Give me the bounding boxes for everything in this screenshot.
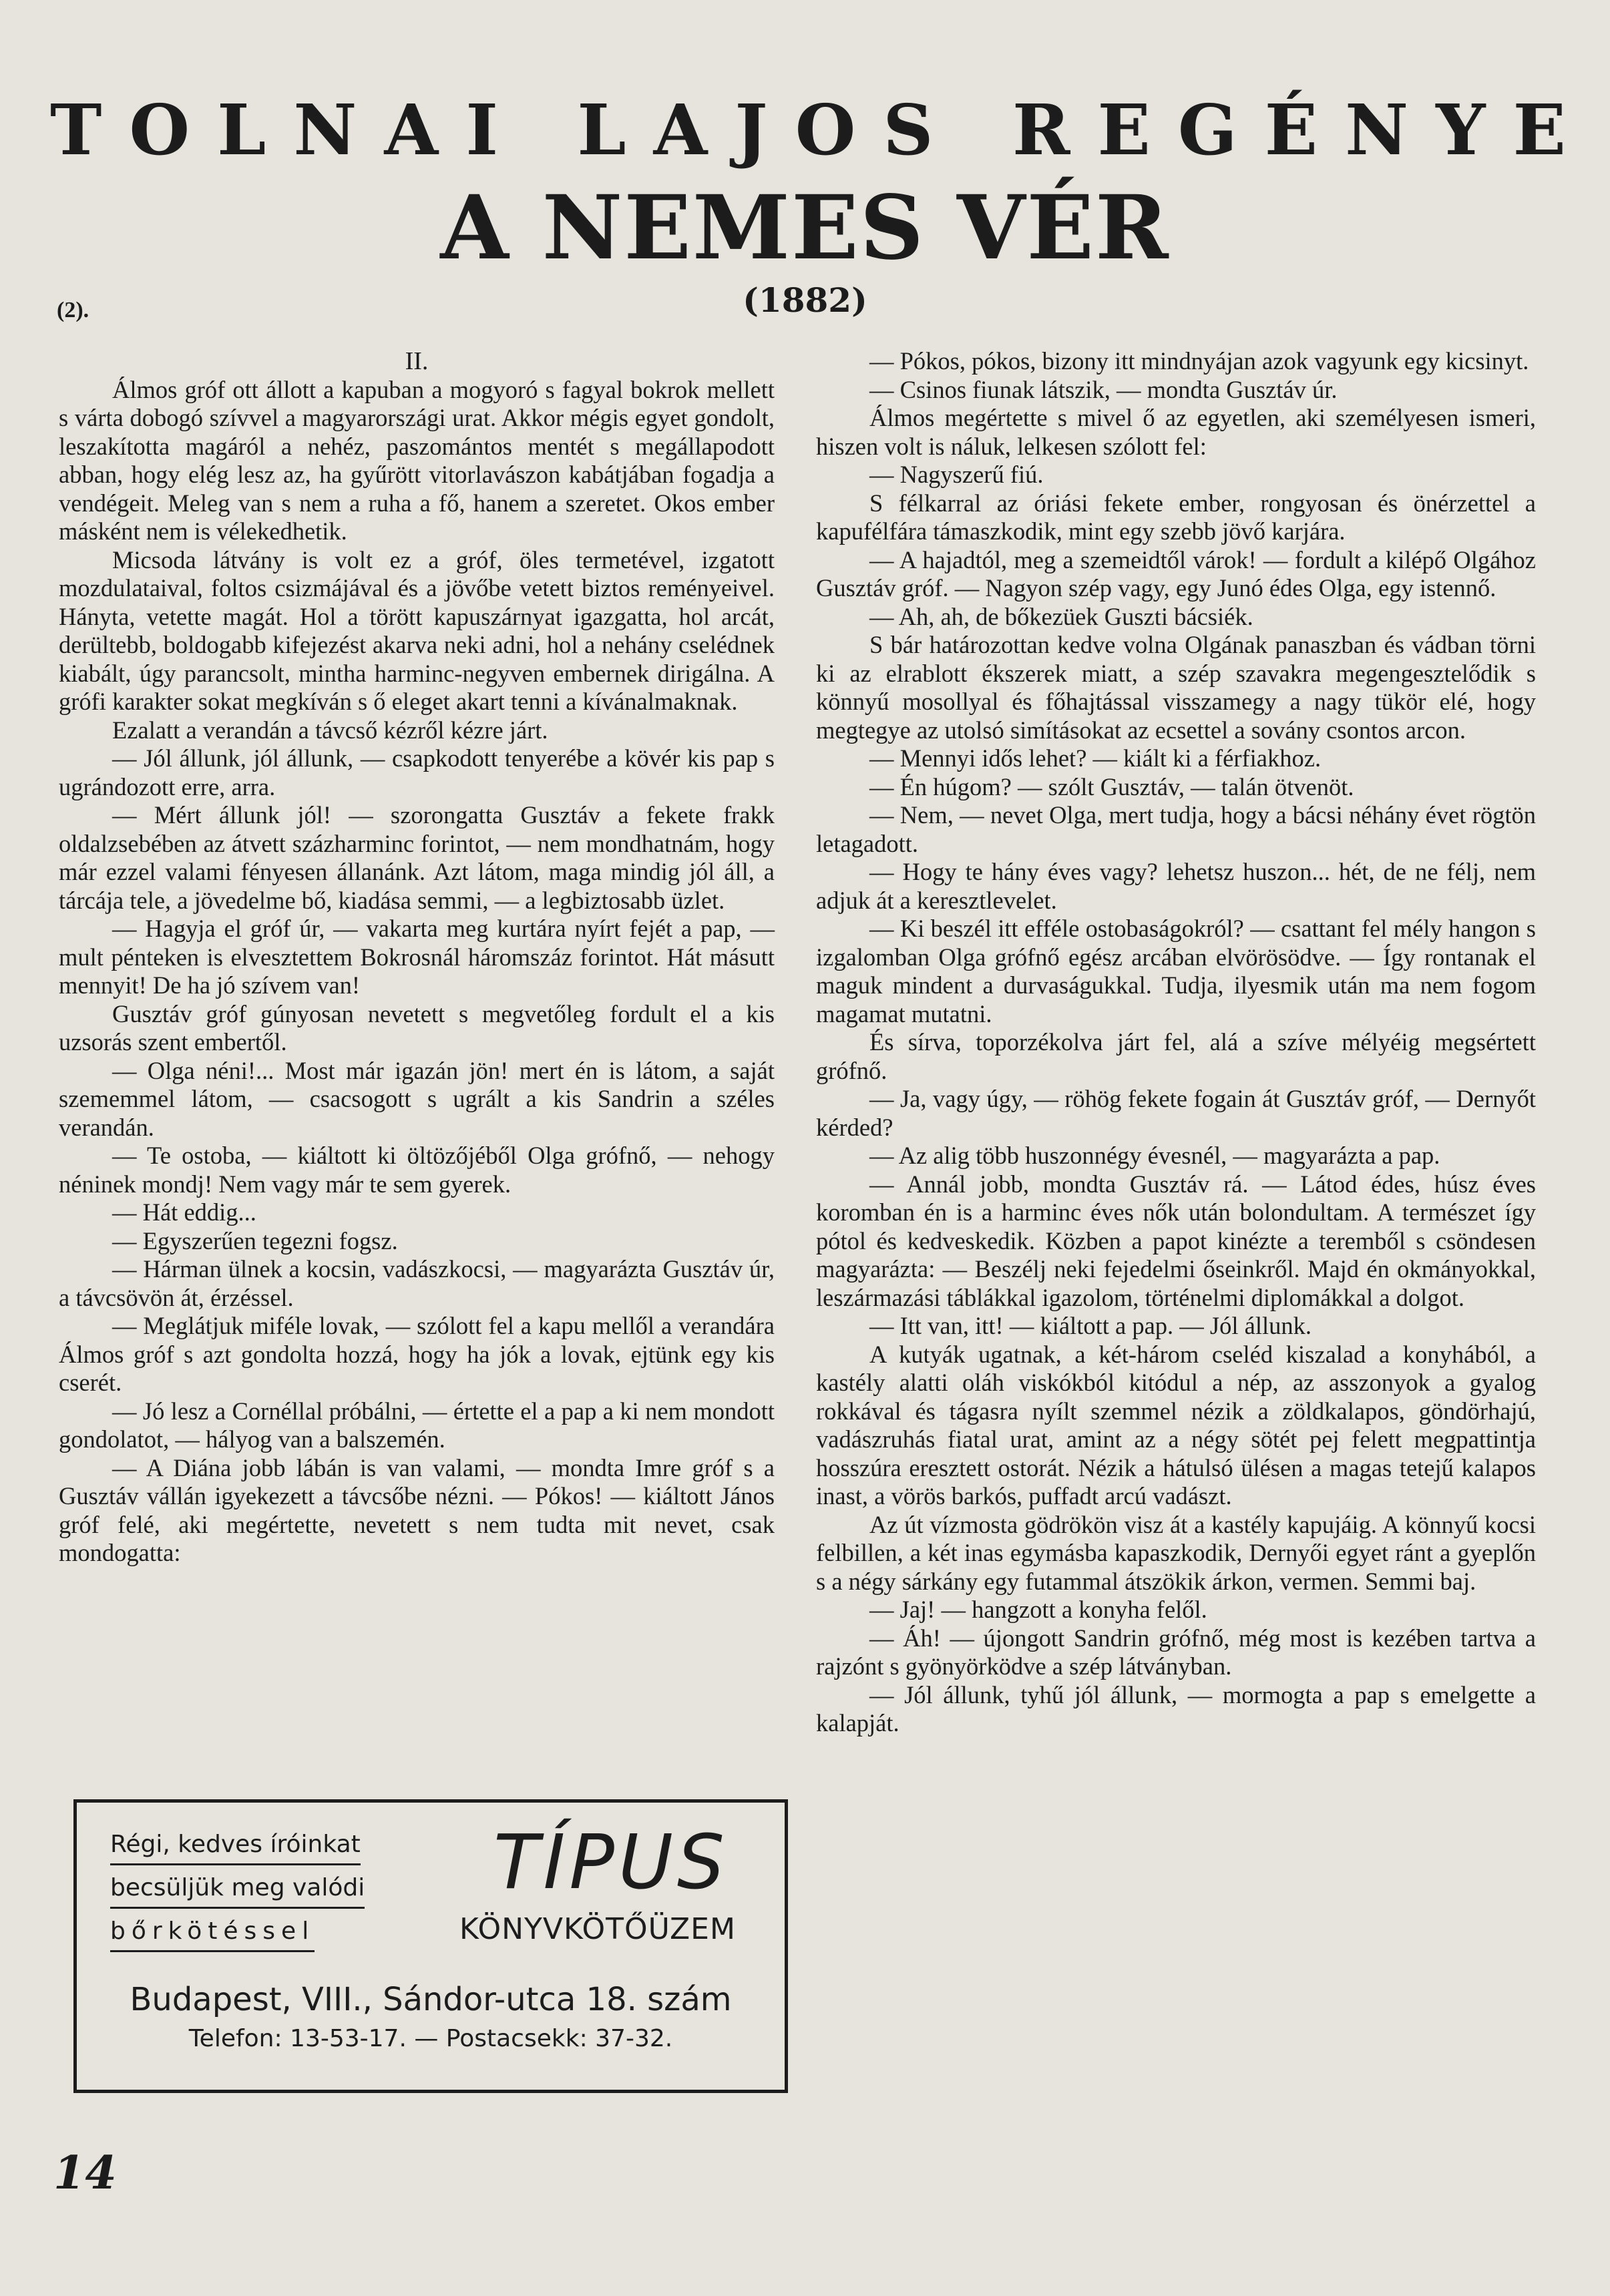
supertitle-letter: E xyxy=(1513,89,1566,171)
paragraph: — Nem, — nevet Olga, mert tudja, hogy a bácsi néhány évet rögtön letagadott. xyxy=(816,801,1536,857)
paragraph: — Pókos, pókos, bizony itt mindnyájan azok vagyunk egy kicsinyt. xyxy=(869,347,1529,375)
supertitle-letter: T xyxy=(50,89,102,171)
supertitle-letter: N xyxy=(293,89,357,171)
paragraph: — Mennyi idős lehet? — kiált ki a férfiakhoz. xyxy=(869,744,1322,772)
paragraph: Álmos gróf ott állott a kapuban a mogyoró s fagyal bokrok mellett s várta dobogó szívvel a magyarországi urat. Akkor mégis egyet gondolt, leszakította magáról a nehéz, paszomántos mentét s megállapodott abban, hogy elég lesz az, ha gyűrött vitorlavászon kabátjában fogadja a vendégeit. Meleg van s nem a ruha a fő, hanem a szeretet. Okos ember másként nem is vélekedhetik. xyxy=(59,375,775,545)
paragraph: — Hogy te hány éves vagy? lehetsz huszon... hét, de ne félj, nem adjuk át a keresztlevelet. xyxy=(816,858,1536,914)
supertitle-letter: L xyxy=(577,89,626,171)
left-column xyxy=(59,347,775,1568)
paragraph: — Ah, ah, de bőkezüek Guszti bácsiék. xyxy=(869,602,1253,630)
ad-address: Budapest, VIII., Sándor-utca 18. szám xyxy=(130,1981,732,2018)
ad-contact: Telefon: 13-53-17. — Postacsekk: 37-32. xyxy=(188,2025,673,2052)
paragraph: — A Diána jobb lábán is van valami, — mondta Imre gróf s a Gusztáv vállán igyekezett a távcsőbe nézni. — Pókos! — kiáltott János gróf felé, aki megértette, nevetett s nem tudta mit nevet, csak mondogatta: xyxy=(59,1453,775,1566)
paragraph: — Nagyszerű fiú. xyxy=(869,461,1044,488)
supertitle-letter: J xyxy=(735,89,768,171)
ad-company-name: KÖNYVKÖTŐÜZEM xyxy=(459,1912,736,1946)
supertitle-gap xyxy=(526,83,550,177)
paragraph: — Csinos fiunak látszik, — mondta Gusztáv úr. xyxy=(869,375,1338,403)
paragraph: — Egyszerűen tegezni fogsz. xyxy=(112,1226,398,1254)
supertitle-letter: A xyxy=(653,89,708,171)
paragraph: Álmos megértette s mivel ő az egyetlen, aki személyesen ismeri, hiszen volt is náluk, lelkesen szólott fel: xyxy=(816,404,1536,460)
paragraph: — Jól állunk, jól állunk, — csapkodott tenyerébe a kövér kis pap s ugrándozott erre, arra. xyxy=(59,744,775,800)
supertitle-letter: O xyxy=(795,89,856,171)
paragraph: — Itt van, itt! — kiáltott a pap. — Jól állunk. xyxy=(869,1312,1312,1339)
right-column xyxy=(816,347,1536,1738)
supertitle-letter: É xyxy=(1264,89,1318,171)
supertitle-letter: G xyxy=(1177,89,1237,171)
ad-slogan-line: bőrkötéssel xyxy=(110,1913,315,1952)
paragraph: — Hárman ülnek a kocsin, vadászkocsi, — magyarázta Gusztáv úr, a távcsövön át, érzéssel. xyxy=(59,1255,775,1311)
paragraph: — Az alig több huszonnégy évesnél, — magyarázta a pap. xyxy=(869,1142,1440,1169)
paragraph: — Te ostoba, — kiáltott ki öltözőjéből Olga grófnő, — nehogy néninek mondj! Nem vagy már te sem gyerek. xyxy=(59,1142,775,1198)
paragraph: És sírva, toporzékolva járt fel, alá a szíve mélyéig megsértett grófnő. xyxy=(816,1028,1536,1084)
chapter-heading: II. xyxy=(405,347,429,375)
paragraph: A kutyák ugatnak, a két-három cseléd kiszalad a konyhából, a kastély alatti oláh viskókból kitódul a nép, az asszonyok a gyalog rokkával és tágasra nyílt szemmel nézik a zöldkalapos, göndörhajú, vadászruhás fiatal urat, amint az a négy sötét pej felett megpattintja hosszúra eresztett ostorát. Nézik a hátulsó ülésen a magas tetejű kalapos inast, a vörös barkós, puffadt arcú vadászt. xyxy=(816,1340,1536,1510)
paragraph: — Én húgom? — szólt Gusztáv, — talán ötvenöt. xyxy=(869,772,1354,800)
paragraph: — Ja, vagy úgy, — röhög fekete fogain át Gusztáv gróf, — Dernyőt kérded? xyxy=(816,1085,1536,1141)
novel-title: A NEMES VÉR xyxy=(440,176,1170,280)
paragraph: S félkarral az óriási fekete ember, rongyosan és önérzettel a kapufélfára támaszkodik, mint egy szebb jövő karjára. xyxy=(816,489,1536,545)
paragraph: — Áh! — újongott Sandrin grófnő, még most is kezében tartva a rajzónt s gyönyörködve a szép látványban. xyxy=(816,1624,1536,1680)
ad-slogan-line: becsüljük meg valódi xyxy=(110,1869,365,1909)
paragraph: — Hát eddig... xyxy=(112,1198,256,1226)
paragraph: Ezalatt a verandán a távcső kézről kézre járt. xyxy=(112,716,548,744)
ad-slogan-line: Régi, kedves íróinkat xyxy=(110,1826,361,1865)
paragraph: Gusztáv gróf gúnyosan nevetett s megvetőleg fordult el a kis uzsorás szent embertől. xyxy=(59,999,775,1056)
supertitle-letter: Y xyxy=(1436,89,1486,171)
paragraph: — Hagyja el gróf úr, — vakarta meg kurtára nyírt fejét a pap, — mult pénteken is elvesztettem Bokrosnál háromszáz forintot. Hát másutt mennyit! De ha jó szívem van! xyxy=(59,915,775,999)
supertitle-letter: O xyxy=(129,89,190,171)
installment-number: (2). xyxy=(57,298,89,322)
supertitle-gap xyxy=(961,83,985,177)
paragraph: Micsoda látvány is volt ez a gróf, öles termetével, izgatott mozdulataival, foltos csizmájával és a jövőbe vetett biztos reményeivel. Hányta, vetette magát. Hol a törött kapuszárnyat igazgatta, hol arcát, derültebb, boldogabb kifejezést akarva neki adni, hol a nehány cselédnek kiabált, úgy parancsolt, mintha harminc-negyven embernek dirigálna. A grófi karakter sokat megkíván s ő eleget akart tenni a kívánalmaknak. xyxy=(59,545,775,715)
paragraph: — Mért állunk jól! — szorongatta Gusztáv a fekete frakk oldalzsebében az átvett százharminc forintot, — nem mondhatnám, hogy már ezzel valami fényesen állanánk. Azt látom, maga mindig jól áll, a tárcája tele, a jövedelme bő, kiadása semmi, — a legbiztosabb üzlet. xyxy=(59,801,775,914)
paragraph: — Olga néni!... Most már igazán jön! mert én is látom, a saját szememmel látom, — csacsogott s ugrált a kis Sandrin a széles verandán. xyxy=(59,1056,775,1141)
paragraph: — Ki beszél itt efféle ostobaságokról? — csattant fel mély hangon s izgalomban Olga grófnő egész arcában elvörösödve. — Így rontanak el maguk mindent a durvaságukkal. Tudja, ilyesmik után ma nem fogom magamat mutatni. xyxy=(816,915,1536,1027)
paragraph: — Jó lesz a Cornéllal próbálni, — értette el a pap a ki nem mondott gondolatot, — hályog van a balszemén. xyxy=(59,1397,775,1453)
supertitle-letter: S xyxy=(883,89,934,171)
paragraph: — Jaj! — hangzott a konyha felől. xyxy=(869,1596,1207,1623)
supertitle-letter: E xyxy=(1097,89,1151,171)
paragraph: — A hajadtól, meg a szemeidtől várok! — fordult a kilépő Olgához Gusztáv gróf. — Nagyon szép vagy, egy Junó édes Olga, egy istennő. xyxy=(816,545,1536,602)
publication-year: (1882) xyxy=(743,280,867,320)
paragraph: Az út vízmosta gödrökön visz át a kastély kapujáig. A könnyű kocsi felbillen, a két inas egymásba kapaszkodik, Dernyői egyet ránt a gyeplőn s a négy sárkány egy futammal átszökik árkon, vermen. Semmi baj. xyxy=(816,1510,1536,1595)
page-number: 14 xyxy=(53,2146,117,2200)
supertitle-letter: I xyxy=(465,89,498,171)
paragraph: S bár határozottan kedve volna Olgának panaszban és vádban törni ki az elrablott ékszerek miatt, a szép szavakra megengesztelődik s könnyű mosollyal és főhajtással visszamegy a nagy tükör elé, hogy megtegye az utolsó simításokat az ecsettel a sovány csontos arcon. xyxy=(816,631,1536,744)
paragraph: — Meglátjuk miféle lovak, — szólott fel a kapu mellől a verandára Álmos gróf s azt gondolta hozzá, hogy ha jók a lovak, ejtünk egy kis cserét. xyxy=(59,1312,775,1396)
bookbinder-advertisement xyxy=(73,1799,788,2093)
ad-slogan xyxy=(110,1826,397,1956)
supertitle-letter: R xyxy=(1012,89,1070,171)
supertitle-letter: L xyxy=(217,89,266,171)
author-supertitle xyxy=(50,83,1566,177)
paragraph: — Jól állunk, tyhű jól állunk, — mormogta a pap s emelgette a kalapját. xyxy=(816,1680,1536,1737)
supertitle-letter: A xyxy=(384,89,439,171)
paragraph: — Annál jobb, mondta Gusztáv rá. — Látod édes, húsz éves koromban én is a harminc éves nők után bolondultam. A természet így pótol és kedveskedik. Közben a papot kinézte a teremből s csöndesen magyarázta: — Beszélj neki fejedelmi őseinkről. Majd én okmányokkal, leszármazási táblákkal igazolom, történelmi diplomákkal a dolgot. xyxy=(816,1170,1536,1311)
ad-brand-name: TÍPUS xyxy=(493,1819,729,1906)
supertitle-letter: N xyxy=(1345,89,1409,171)
